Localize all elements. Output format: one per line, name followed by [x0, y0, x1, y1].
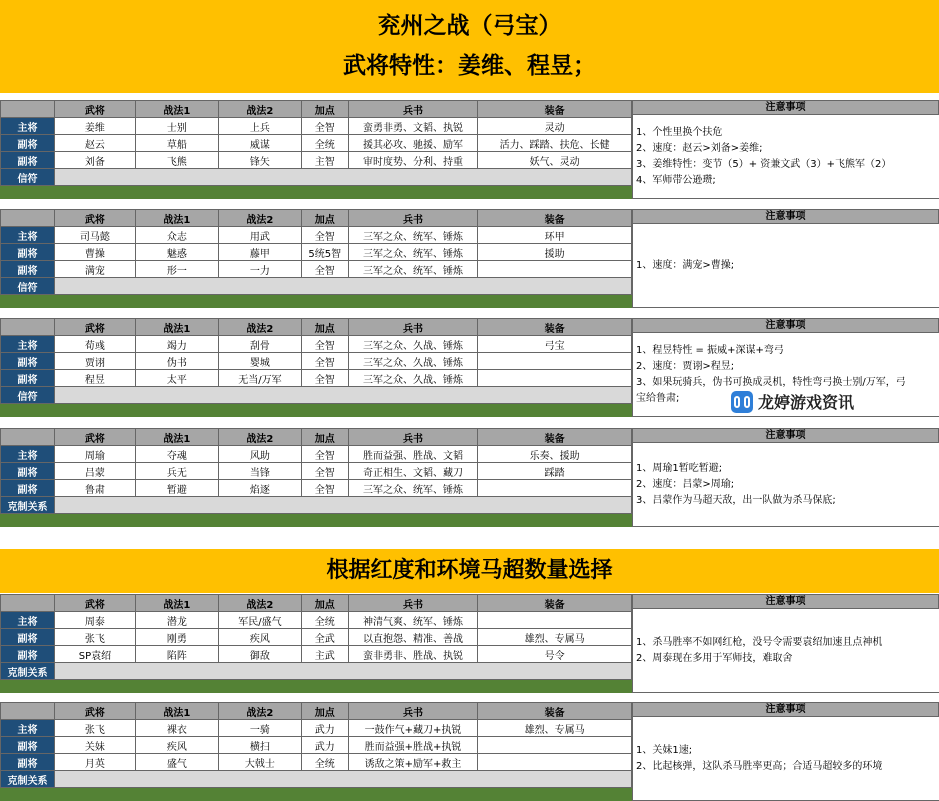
- tactic2-cell: 锋矢: [218, 152, 301, 169]
- tactic1-cell: 潜龙: [135, 612, 218, 629]
- tactic1-cell: 陷阵: [135, 646, 218, 663]
- equipment-cell: 弓宝: [478, 336, 632, 353]
- banner-title: 兖州之战（弓宝）: [377, 13, 562, 39]
- equipment-cell: [478, 754, 632, 771]
- header-general: 武将: [54, 703, 135, 720]
- role-cell: 副将: [1, 152, 55, 169]
- header-role: [1, 595, 55, 612]
- role-cell: 副将: [1, 480, 55, 497]
- lineup-table: [0, 100, 632, 186]
- note-line: 3、如果玩骑兵，伪书可换成灵机，特性弯弓换士别/万军，弓: [636, 376, 906, 388]
- header-general: 武将: [54, 595, 135, 612]
- books-cell: 胜而益强、胜战、文韬: [348, 446, 478, 463]
- equipment-cell: 援助: [478, 244, 632, 261]
- note-line: 1、周瑜1暂吃暂避;: [636, 462, 723, 474]
- tactic2-cell: 一力: [218, 261, 301, 278]
- extra-row: [1, 497, 632, 514]
- books-cell: 三军之众、久战、锤炼: [348, 353, 478, 370]
- points-cell: 全智: [301, 336, 348, 353]
- divider-bar: [0, 514, 632, 527]
- header-equipment: 装备: [478, 595, 632, 612]
- section-banner: [0, 549, 939, 593]
- tactic1-cell: 裸衣: [135, 720, 218, 737]
- tactic1-cell: 刚勇: [135, 629, 218, 646]
- extra-label: 信符: [1, 169, 55, 186]
- equipment-cell: 灵动: [478, 118, 632, 135]
- header-points: 加点: [301, 703, 348, 720]
- extra-row: [1, 387, 632, 404]
- table-row: [1, 720, 632, 737]
- header-general: 武将: [54, 429, 135, 446]
- notes-panel: [632, 224, 939, 308]
- note-line: 3、吕蒙作为马超天敌，出一队做为杀马保底;: [636, 494, 836, 506]
- divider-bar: [0, 295, 632, 308]
- general-cell: 司马懿: [54, 227, 135, 244]
- tactic2-cell: 威谋: [218, 135, 301, 152]
- table-header-row: [1, 595, 632, 612]
- table-header-row: [1, 703, 632, 720]
- tactic1-cell: 草船: [135, 135, 218, 152]
- header-equipment: 装备: [478, 703, 632, 720]
- general-cell: 吕蒙: [54, 463, 135, 480]
- table-row: [1, 118, 632, 135]
- general-cell: 张飞: [54, 629, 135, 646]
- header-points: 加点: [301, 595, 348, 612]
- table-row: [1, 480, 632, 497]
- tactic2-cell: 御敌: [218, 646, 301, 663]
- table-header-row: [1, 210, 632, 227]
- notes-header: 注意事项: [632, 209, 939, 224]
- header-tactic1: 战法1: [135, 595, 218, 612]
- tactic1-cell: 形一: [135, 261, 218, 278]
- header-tactic1: 战法1: [135, 703, 218, 720]
- divider-bar: [0, 788, 632, 801]
- points-cell: 全智: [301, 261, 348, 278]
- header-equipment: 装备: [478, 210, 632, 227]
- tactic2-cell: 上兵: [218, 118, 301, 135]
- table-row: [1, 336, 632, 353]
- table-row: [1, 646, 632, 663]
- points-cell: 全智: [301, 227, 348, 244]
- header-books: 兵书: [348, 319, 478, 336]
- tactic2-cell: 一骑: [218, 720, 301, 737]
- books-cell: 三军之众、统军、锤炼: [348, 480, 478, 497]
- table-row: [1, 737, 632, 754]
- tactic1-cell: 士别: [135, 118, 218, 135]
- tactic2-cell: 藤甲: [218, 244, 301, 261]
- points-cell: 全智: [301, 480, 348, 497]
- books-cell: 三军之众、久战、锤炼: [348, 336, 478, 353]
- header-equipment: 装备: [478, 429, 632, 446]
- tactic1-cell: 疾风: [135, 737, 218, 754]
- lineup-table: [0, 428, 632, 514]
- header-books: 兵书: [348, 429, 478, 446]
- header-general: 武将: [54, 101, 135, 118]
- role-cell: 副将: [1, 261, 55, 278]
- books-cell: 蛮非勇非、胜战、执锐: [348, 646, 478, 663]
- extra-label: 克制关系: [1, 771, 55, 788]
- extra-label: 信符: [1, 387, 55, 404]
- equipment-cell: [478, 737, 632, 754]
- header-tactic2: 战法2: [218, 101, 301, 118]
- note-line: 1、程昱特性 = 振威+深谋+弯弓: [636, 344, 784, 356]
- header-points: 加点: [301, 210, 348, 227]
- note-line: 2、比起核弹，这队杀马胜率更高；合适马超较多的环境: [636, 760, 883, 772]
- header-tactic2: 战法2: [218, 429, 301, 446]
- divider-bar: [0, 404, 632, 417]
- tactic1-cell: 太平: [135, 370, 218, 387]
- role-cell: 副将: [1, 463, 55, 480]
- books-cell: 三军之众、久战、锤炼: [348, 370, 478, 387]
- table-row: [1, 370, 632, 387]
- header-role: [1, 210, 55, 227]
- books-cell: 三军之众、统军、锤炼: [348, 227, 478, 244]
- header-points: 加点: [301, 101, 348, 118]
- points-cell: 武力: [301, 720, 348, 737]
- note-line: 1、关妹1速;: [636, 744, 693, 756]
- role-cell: 副将: [1, 353, 55, 370]
- general-cell: 刘备: [54, 152, 135, 169]
- extra-cell: [54, 663, 631, 680]
- general-cell: 程昱: [54, 370, 135, 387]
- tactic1-cell: 飞熊: [135, 152, 218, 169]
- equipment-cell: 乐奏、援助: [478, 446, 632, 463]
- divider-bar: [0, 186, 632, 199]
- extra-cell: [54, 771, 631, 788]
- table-row: [1, 261, 632, 278]
- points-cell: 全统: [301, 135, 348, 152]
- role-cell: 副将: [1, 737, 55, 754]
- notes-panel: [632, 609, 939, 693]
- section-banner-title: 根据红度和环境马超数量选择: [326, 558, 613, 583]
- header-equipment: 装备: [478, 319, 632, 336]
- points-cell: 主智: [301, 152, 348, 169]
- equipment-cell: 雄烈、专属马: [478, 720, 632, 737]
- role-cell: 主将: [1, 446, 55, 463]
- equipment-cell: 环甲: [478, 227, 632, 244]
- header-general: 武将: [54, 319, 135, 336]
- tactic2-cell: 风助: [218, 446, 301, 463]
- notes-header: 注意事项: [632, 428, 939, 443]
- notes-header: 注意事项: [632, 594, 939, 609]
- general-cell: 满宠: [54, 261, 135, 278]
- equipment-cell: [478, 261, 632, 278]
- equipment-cell: [478, 353, 632, 370]
- header-tactic2: 战法2: [218, 595, 301, 612]
- general-cell: 荀彧: [54, 336, 135, 353]
- role-cell: 副将: [1, 646, 55, 663]
- books-cell: 三军之众、统军、锤炼: [348, 261, 478, 278]
- watermark: [727, 388, 858, 415]
- equipment-cell: [478, 370, 632, 387]
- tactic2-cell: 婴城: [218, 353, 301, 370]
- points-cell: 全统: [301, 754, 348, 771]
- equipment-cell: [478, 612, 632, 629]
- note-line: 2、周泰现在多用于军师技，难取舍: [636, 652, 793, 664]
- points-cell: 5统5智: [301, 244, 348, 261]
- header-books: 兵书: [348, 101, 478, 118]
- tactic1-cell: 竭力: [135, 336, 218, 353]
- tactic2-cell: 当锋: [218, 463, 301, 480]
- table-header-row: [1, 429, 632, 446]
- equipment-cell: 雄烈、专属马: [478, 629, 632, 646]
- table-row: [1, 244, 632, 261]
- books-cell: 诱敌之策+励军+救主: [348, 754, 478, 771]
- extra-label: 克制关系: [1, 663, 55, 680]
- header-tactic1: 战法1: [135, 429, 218, 446]
- note-line: 1、个性里换个扶危: [636, 126, 723, 138]
- table-row: [1, 612, 632, 629]
- header-tactic1: 战法1: [135, 210, 218, 227]
- table-row: [1, 135, 632, 152]
- points-cell: 全智: [301, 446, 348, 463]
- notes-panel: [632, 443, 939, 527]
- header-general: 武将: [54, 210, 135, 227]
- tactic2-cell: 军民/盛气: [218, 612, 301, 629]
- general-cell: 鲁肃: [54, 480, 135, 497]
- header-role: [1, 703, 55, 720]
- header-tactic2: 战法2: [218, 210, 301, 227]
- general-cell: 姜维: [54, 118, 135, 135]
- lineup-table: [0, 702, 632, 788]
- points-cell: 主武: [301, 646, 348, 663]
- table-header-row: [1, 101, 632, 118]
- header-tactic1: 战法1: [135, 101, 218, 118]
- tactic1-cell: 众志: [135, 227, 218, 244]
- table-row: [1, 463, 632, 480]
- header-books: 兵书: [348, 703, 478, 720]
- header-books: 兵书: [348, 595, 478, 612]
- general-cell: 月英: [54, 754, 135, 771]
- lineup-table: [0, 209, 632, 295]
- general-cell: 曹操: [54, 244, 135, 261]
- tactic2-cell: 无当/万军: [218, 370, 301, 387]
- header-points: 加点: [301, 429, 348, 446]
- extra-cell: [54, 169, 631, 186]
- watermark-text: 龙婷游戏资讯: [758, 393, 855, 412]
- points-cell: 全统: [301, 612, 348, 629]
- header-books: 兵书: [348, 210, 478, 227]
- lineup-table: [0, 594, 632, 680]
- tactic2-cell: 疾风: [218, 629, 301, 646]
- tactic1-cell: 伪书: [135, 353, 218, 370]
- tactic2-cell: 横扫: [218, 737, 301, 754]
- books-cell: 奇正相生、文韬、藏刀: [348, 463, 478, 480]
- extra-label: 信符: [1, 278, 55, 295]
- tactic2-cell: 大戟士: [218, 754, 301, 771]
- extra-row: [1, 278, 632, 295]
- tactic1-cell: 暂避: [135, 480, 218, 497]
- equipment-cell: 妖气、灵动: [478, 152, 632, 169]
- role-cell: 副将: [1, 370, 55, 387]
- equipment-cell: 号令: [478, 646, 632, 663]
- tactic2-cell: 用武: [218, 227, 301, 244]
- divider-bar: [0, 680, 632, 693]
- books-cell: 援其必攻、驰援、励军: [348, 135, 478, 152]
- extra-row: [1, 663, 632, 680]
- extra-cell: [54, 387, 631, 404]
- note-line: 3、姜维特性：变节（5）+ 资兼文武（3）+飞熊军（2）: [636, 158, 892, 170]
- extra-cell: [54, 497, 631, 514]
- table-row: [1, 629, 632, 646]
- books-cell: 胜而益强+胜战+执锐: [348, 737, 478, 754]
- table-row: [1, 754, 632, 771]
- note-line: 2、速度：赵云>刘备>姜维;: [636, 142, 763, 154]
- points-cell: 全智: [301, 118, 348, 135]
- role-cell: 副将: [1, 244, 55, 261]
- header-tactic2: 战法2: [218, 319, 301, 336]
- role-cell: 主将: [1, 720, 55, 737]
- role-cell: 主将: [1, 336, 55, 353]
- note-line: 1、杀马胜率不如网红枪，没号令需要袁绍加速且点神机: [636, 636, 883, 648]
- table-row: [1, 227, 632, 244]
- books-cell: 一鼓作气+藏刀+执锐: [348, 720, 478, 737]
- general-cell: SP袁绍: [54, 646, 135, 663]
- general-cell: 赵云: [54, 135, 135, 152]
- tactic1-cell: 夺魂: [135, 446, 218, 463]
- points-cell: 全武: [301, 629, 348, 646]
- books-cell: 三军之众、统军、锤炼: [348, 244, 478, 261]
- banner-subtitle: 武将特性：姜维、程昱；: [343, 53, 596, 79]
- general-cell: 贾诩: [54, 353, 135, 370]
- tactic1-cell: 魅惑: [135, 244, 218, 261]
- header-tactic1: 战法1: [135, 319, 218, 336]
- role-cell: 副将: [1, 135, 55, 152]
- tactic1-cell: 兵无: [135, 463, 218, 480]
- notes-panel: [632, 115, 939, 199]
- note-line: 2、速度：贾诩>程昱;: [636, 360, 735, 372]
- header-equipment: 装备: [478, 101, 632, 118]
- points-cell: 武力: [301, 737, 348, 754]
- extra-cell: [54, 278, 631, 295]
- table-row: [1, 152, 632, 169]
- books-cell: 审时度势、分利、持重: [348, 152, 478, 169]
- role-cell: 主将: [1, 118, 55, 135]
- general-cell: 关妹: [54, 737, 135, 754]
- header-role: [1, 429, 55, 446]
- note-line: 4、军师带公逊瓒;: [636, 174, 716, 186]
- tactic2-cell: 刮骨: [218, 336, 301, 353]
- notes-header: 注意事项: [632, 100, 939, 115]
- extra-row: [1, 169, 632, 186]
- general-cell: 周瑜: [54, 446, 135, 463]
- role-cell: 主将: [1, 612, 55, 629]
- books-cell: 神清气爽、统军、锤炼: [348, 612, 478, 629]
- books-cell: 蛮勇非勇、文韬、执锐: [348, 118, 478, 135]
- extra-row: [1, 771, 632, 788]
- extra-label: 克制关系: [1, 497, 55, 514]
- equipment-cell: [478, 480, 632, 497]
- points-cell: 全智: [301, 353, 348, 370]
- table-row: [1, 446, 632, 463]
- header-role: [1, 319, 55, 336]
- lineup-table: [0, 318, 632, 404]
- note-line: 1、速度：满宠>曹操;: [636, 259, 735, 271]
- notes-header: 注意事项: [632, 702, 939, 717]
- tactic2-cell: 焰逐: [218, 480, 301, 497]
- points-cell: 全智: [301, 370, 348, 387]
- table-row: [1, 353, 632, 370]
- note-line: 宝给鲁肃;: [636, 392, 680, 404]
- table-header-row: [1, 319, 632, 336]
- header-tactic2: 战法2: [218, 703, 301, 720]
- header-role: [1, 101, 55, 118]
- header-points: 加点: [301, 319, 348, 336]
- points-cell: 全智: [301, 463, 348, 480]
- notes-header: 注意事项: [632, 318, 939, 333]
- role-cell: 副将: [1, 629, 55, 646]
- general-cell: 周泰: [54, 612, 135, 629]
- controller-icon: [731, 391, 753, 413]
- note-line: 2、速度：吕蒙>周瑜;: [636, 478, 735, 490]
- notes-panel: [632, 717, 939, 801]
- title-banner: [0, 0, 939, 93]
- equipment-cell: 踩踏: [478, 463, 632, 480]
- tactic1-cell: 盛气: [135, 754, 218, 771]
- books-cell: 以直抱怨、精准、善战: [348, 629, 478, 646]
- role-cell: 主将: [1, 227, 55, 244]
- general-cell: 张飞: [54, 720, 135, 737]
- role-cell: 副将: [1, 754, 55, 771]
- equipment-cell: 活力、踩踏、扶危、长健: [478, 135, 632, 152]
